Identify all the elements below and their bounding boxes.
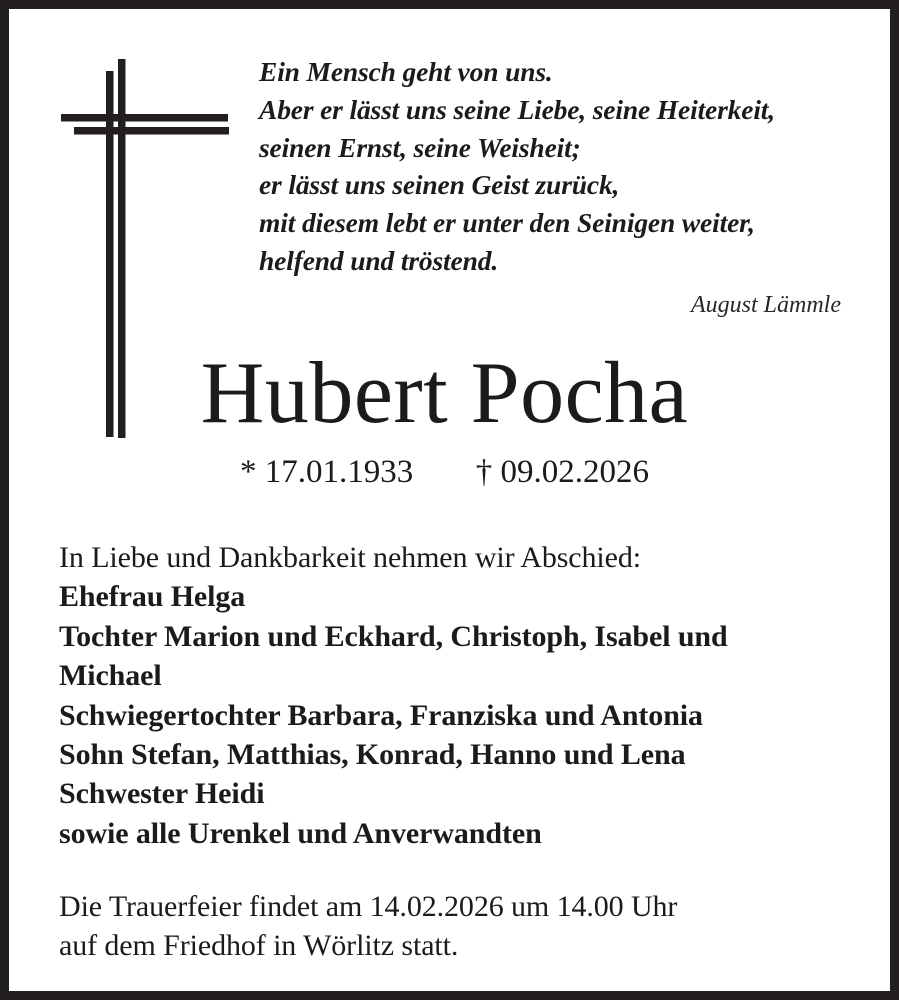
verse-line-5: mit diesem lebt er unter den Seinigen weiter, [259, 207, 755, 239]
ceremony-line-1: Die Trauerfeier findet am 14.02.2026 um 14.00 Uhr [59, 890, 678, 923]
mourners-intro: In Liebe und Dankbarkeit nehmen wir Abschied: [59, 541, 641, 574]
ceremony-line-2: auf dem Friedhof in Wörlitz statt. [59, 929, 459, 963]
mourner-line-1: Ehefrau Helga [59, 580, 246, 614]
verse-line-1: Ein Mensch geht von uns. [259, 56, 553, 87]
mourner-line-4: Schwiegertochter Barbara, Franziska und Antonia [59, 698, 703, 732]
birth-date: 17.01.1933 [264, 454, 414, 490]
verse-line-3: seinen Ernst, seine Weisheit; [259, 131, 581, 163]
verse-line-4: er lässt uns seinen Geist zurück, [259, 169, 620, 201]
mourner-line-7: sowie alle Urenkel und Anverwandten [59, 816, 542, 850]
life-dates [4, 452, 885, 492]
mourner-line-2: Tochter Marion und Eckhard, Christoph, Isabel und [59, 619, 728, 653]
verse-attribution: August Lämmle [691, 291, 841, 318]
verse-line-6: helfend und tröstend. [259, 244, 499, 276]
notice-sheet [9, 9, 890, 991]
mourners-block [59, 538, 869, 853]
mourner-line-5: Sohn Stefan, Matthias, Konrad, Hanno und Lena [59, 738, 686, 772]
death-date: 09.02.2026 [500, 454, 649, 490]
memorial-verse [259, 53, 859, 320]
death-symbol: † [475, 454, 493, 490]
mourner-line-6: Schwester Heidi [59, 777, 265, 811]
deceased-name: Hubert Pocha [200, 345, 689, 442]
mourner-line-3: Michael [59, 659, 162, 693]
ceremony-block [59, 887, 869, 966]
verse-line-2: Aber er lässt uns seine Liebe, seine Heiterkeit, [259, 93, 776, 125]
birth-symbol: * [240, 454, 257, 490]
